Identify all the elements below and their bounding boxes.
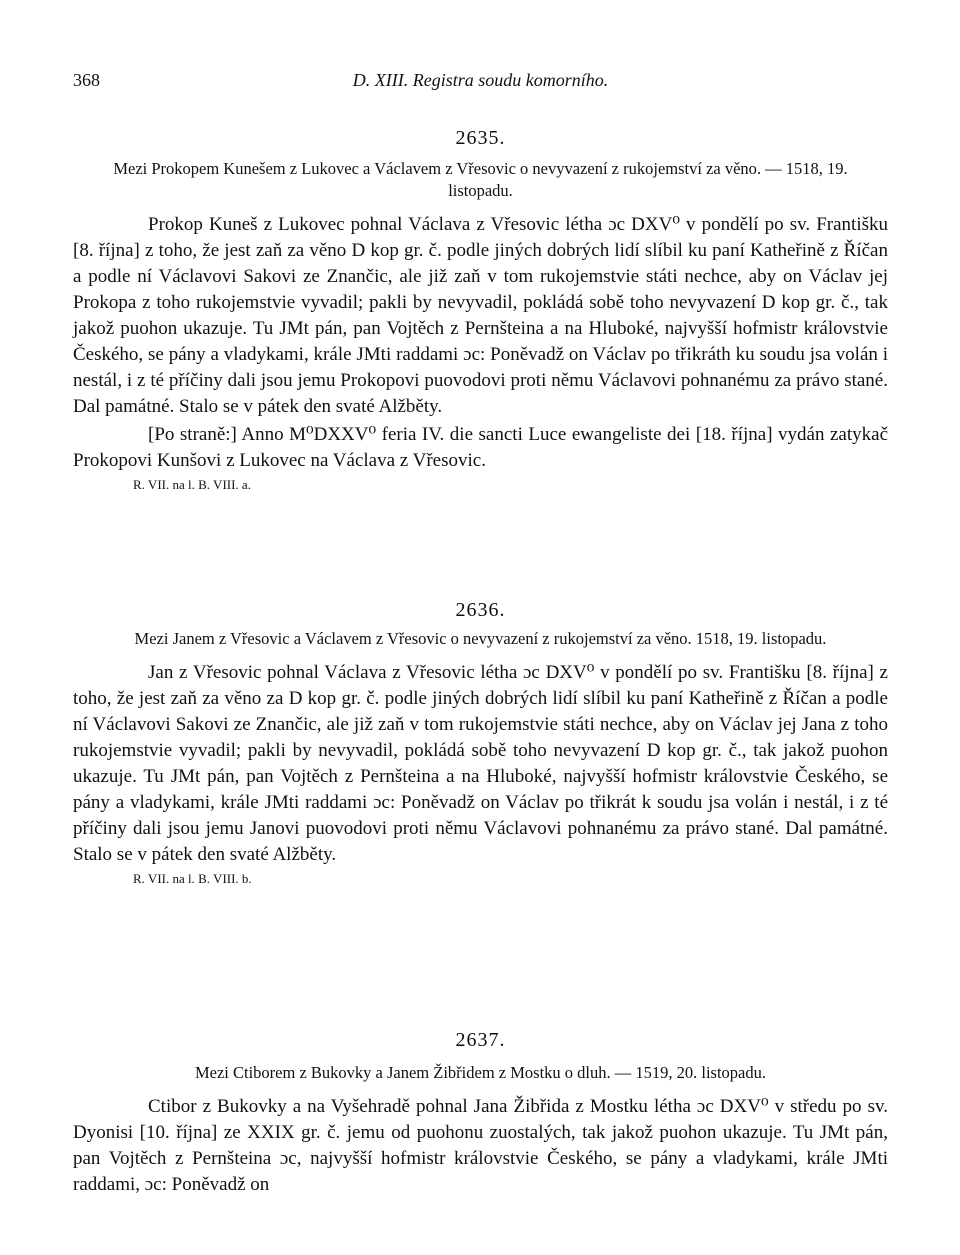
entry-summary: Mezi Prokopem Kunešem z Lukovec a Václavem z Vřesovic o nevyvazení z rukojemství za věno. — 1518, 19. listopadu. bbox=[113, 159, 848, 200]
entry-body: Ctibor z Bukovky a na Vyšehradě pohnal Jana Žibřida z Mostku létha ɔc DXV⁰ v středu po sv. Dyonisi [10. října] ze XXIX gr. č. jemu od puohonu zuostalých, tak jakož puohon ukazuje. Tu JMt pán, pan Vojtěch z Pernšteina ɔc, najvyšší hofmistr královstvie Českého, se pány a vladykami, krále JMti raddami, ɔc: Poněvadž on bbox=[73, 1096, 888, 1195]
running-title: D. XIII. Registra soudu komorního. bbox=[352, 70, 609, 90]
entry-2635 bbox=[73, 124, 888, 494]
entry-marginal-note: [Po straně:] Anno M⁰DXXV⁰ feria IV. die sancti Luce ewangeliste dei [18. října] vydán zatykač Prokopovi Kunšovi z Lukovec na Václava z Vřesovic. bbox=[73, 424, 888, 471]
archival-signature: R. VII. na l. B. VIII. a. bbox=[133, 477, 251, 492]
running-head bbox=[73, 70, 888, 100]
entry-summary: Mezi Janem z Vřesovic a Václavem z Vřesovic o nevyvazení z rukojemství za věno. 1518, 19. listopadu. bbox=[134, 629, 827, 648]
entry-body: Jan z Vřesovic pohnal Václava z Vřesovic létha ɔc DXV⁰ v pondělí po sv. Františku [8. října] z toho, že jest zaň za věno za D kop gr. č. podle jiných dobrých lidí slíbil ku paní Katheřině z Říčan a podle ní Václavovi Sakovi ze Znančic, ale již zaň v tom rukojemstvie státi nechce, aby on Václav jej Jana z toho rukojemstvie vyvadil; pakli by nevyvadil, pokládá sobě toho nevyvazení D kop gr. č., tak jakož puohon ukazuje. Tu JMt pán, pan Vojtěch z Pernšteina a na Hluboké, najvyšší hofmistr královstvie Českého, se pány a vladykami, krále JMti raddami ɔc: Poněvadž on Václav po třikrát k soudu jsa volán i nestál, i z té příčiny dali jsou jemu Janovi puovodovi proti němu Václavovi pohnanému za právo stané. Dal památné. Stalo se v pátek den svaté Alžběty. bbox=[73, 662, 888, 865]
entry-number: 2637. bbox=[455, 1029, 506, 1051]
entry-summary: Mezi Ctiborem z Bukovky a Janem Žibřidem z Mostku o dluh. — 1519, 20. listopadu. bbox=[194, 1063, 766, 1082]
archival-signature: R. VII. na l. B. VIII. b. bbox=[133, 871, 252, 886]
entry-2637 bbox=[73, 1026, 888, 1198]
page-number: 368 bbox=[73, 70, 100, 90]
entry-body: Prokop Kuneš z Lukovec pohnal Václava z Vřesovic létha ɔc DXV⁰ v pondělí po sv. Františku [8. října] z toho, že jest zaň za věno D kop gr. č. podle jiných dobrých lidí slíbil ku paní Katheřině z Říčan a podle ní Václavovi Sakovi ze Znančic, ale již zaň v tom rukojemstvie státi nechce, aby on Václav jej Prokopa z toho rukojemstvie vyvadil; pakli by nevyvadil, pokládá sobě toho nevyvazení D kop gr. č., tak jakož puohon ukazuje. Tu JMt pán, pan Vojtěch z Pernšteina a na Hluboké, najvyšší hofmistr královstvie Českého, se pány a vladykami, krále JMti raddami ɔc: Poněvadž on Václav po třikráth ku soudu jsa volán i nestál, i z té příčiny dali jsou jemu Prokopovi puovodovi proti němu Václavovi pohnanému za právo stané. Dal památné. Stalo se v pátek den svaté Alžběty. bbox=[73, 214, 888, 417]
entry-number: 2636. bbox=[455, 599, 506, 621]
entry-number: 2635. bbox=[455, 127, 506, 149]
entry-2636 bbox=[73, 596, 888, 888]
